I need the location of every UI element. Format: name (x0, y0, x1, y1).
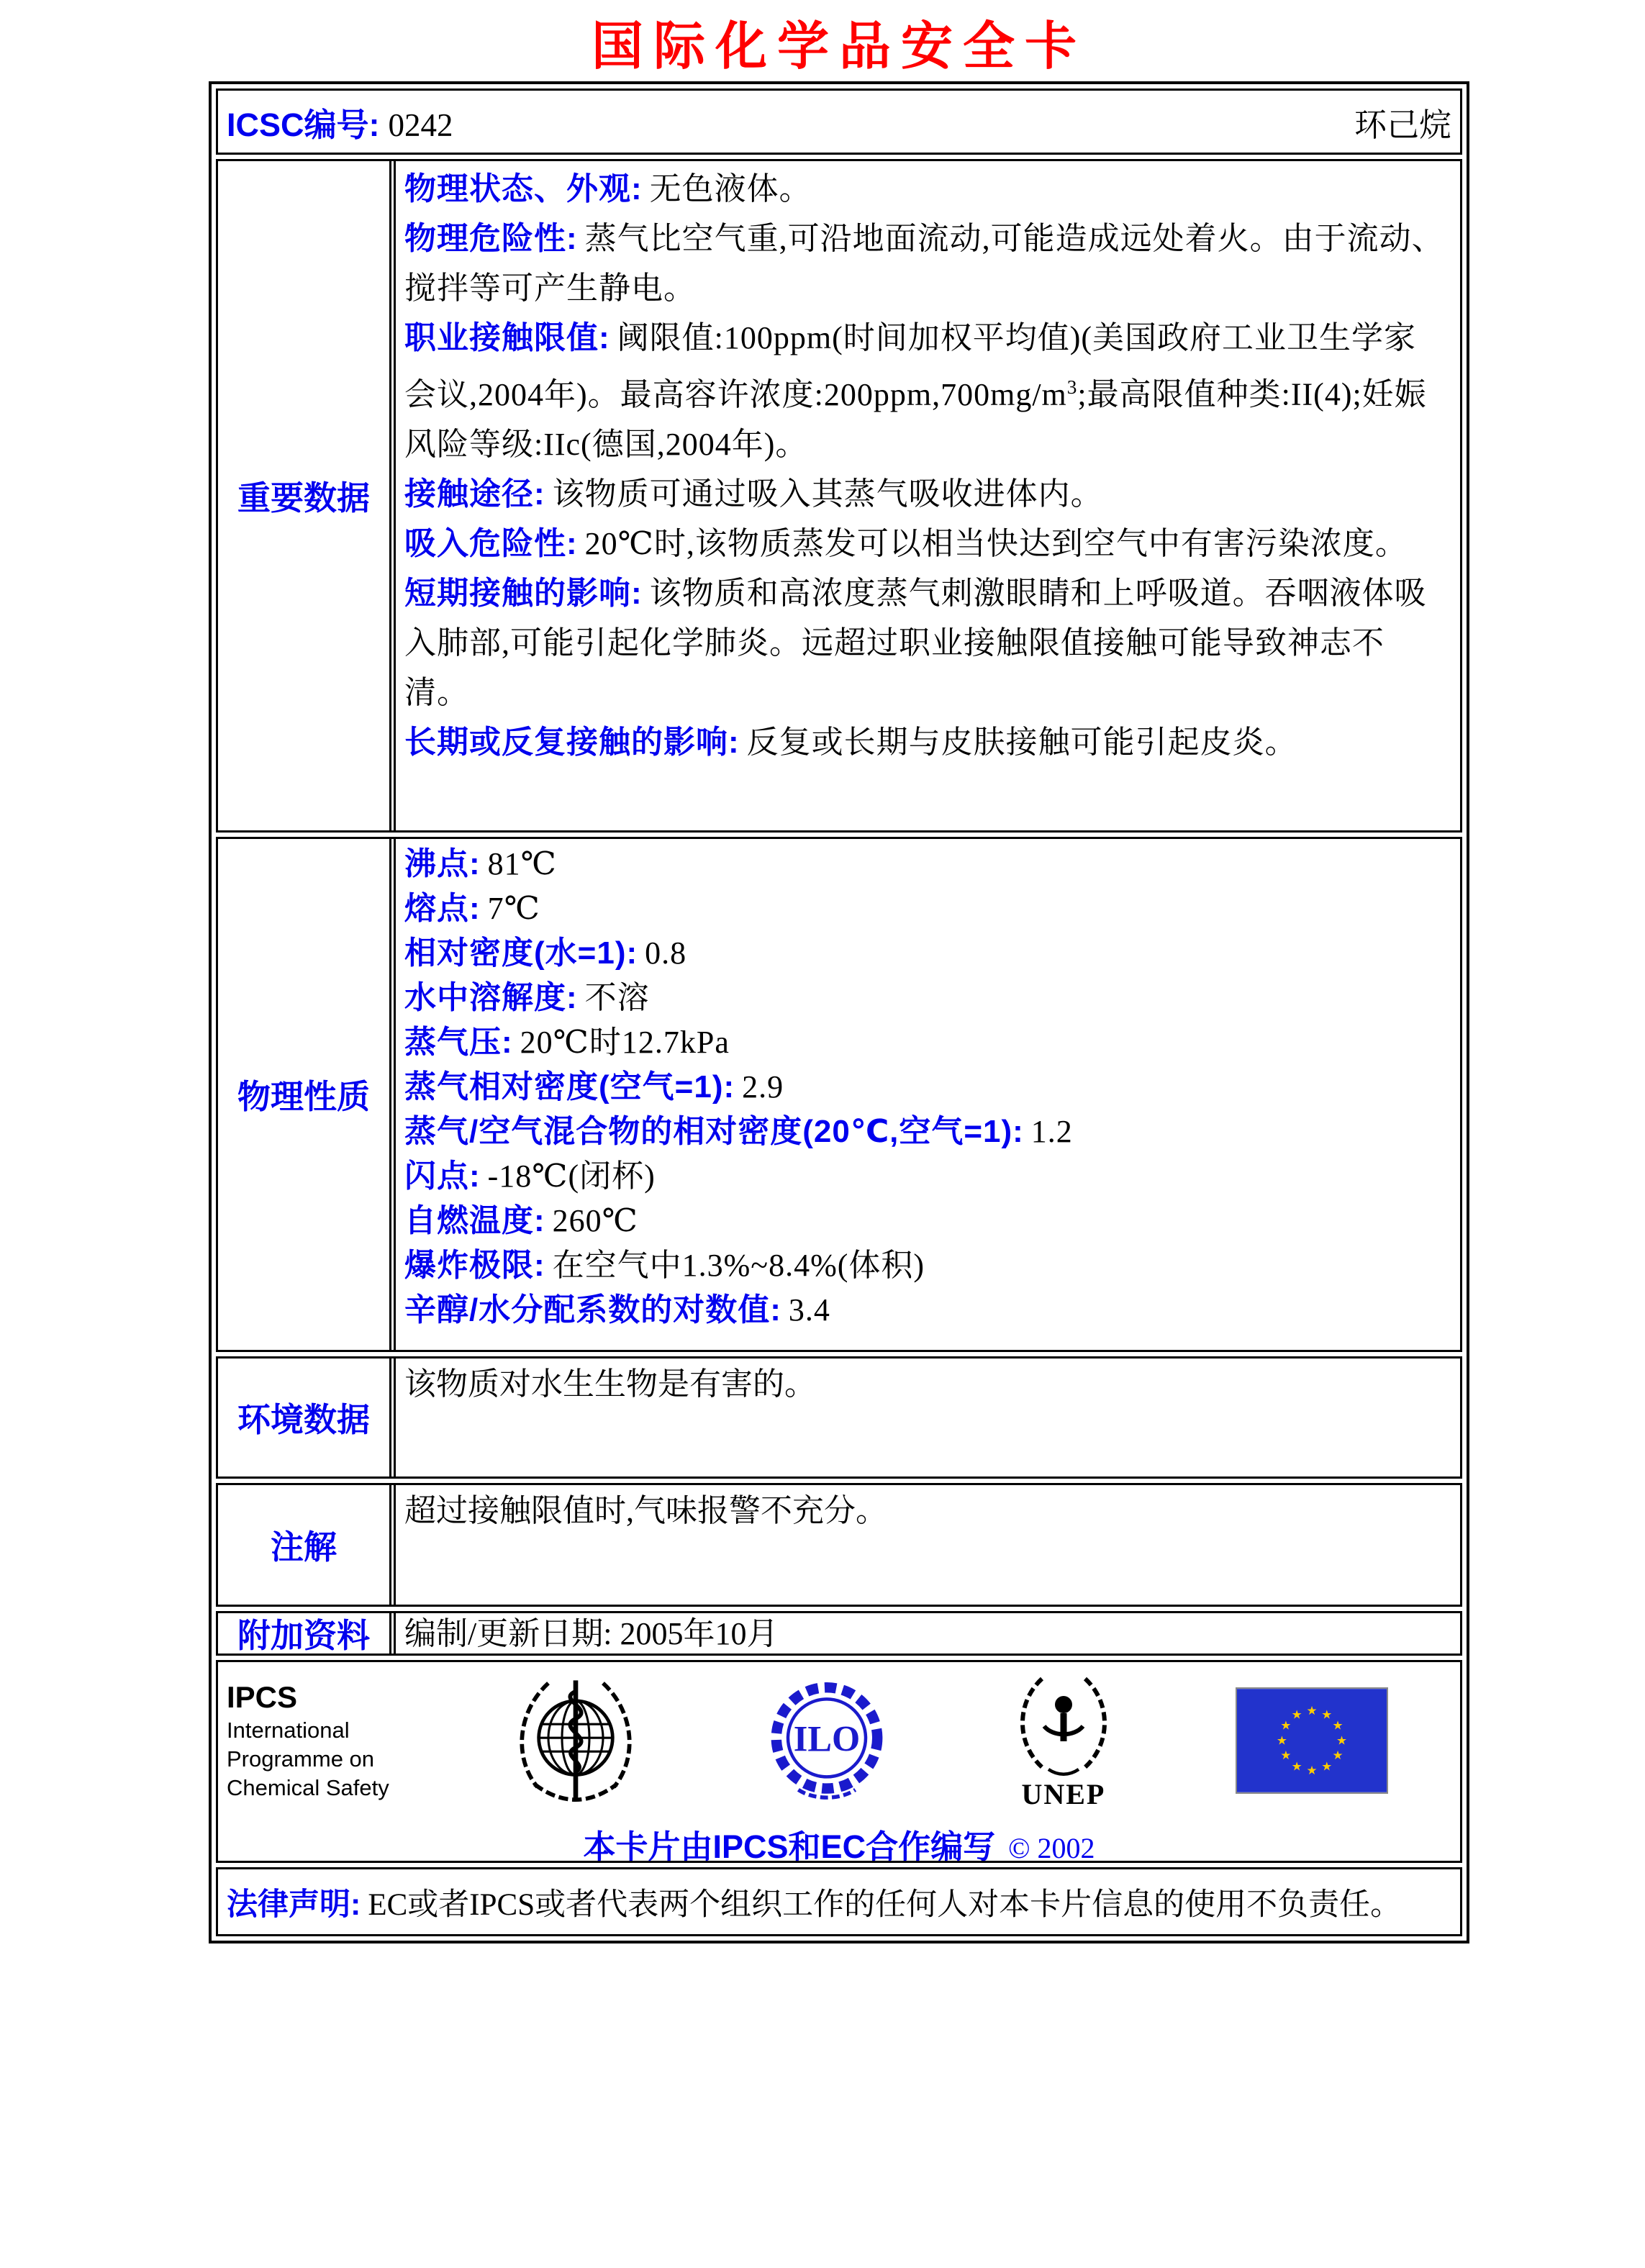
additional-info-text: 编制/更新日期: 2005年10月 (404, 1616, 779, 1651)
page-title: 国际化学品安全卡 (591, 18, 1087, 76)
eu-star-icon: ★ (1332, 1748, 1343, 1763)
field-text: 蒸气比空气重,可沿地面流动,可能造成远处着火。由于流动、搅拌等可产生静电。 (404, 221, 1444, 306)
ipcs-text-block (227, 1679, 389, 1802)
eu-star-icon: ★ (1332, 1718, 1343, 1733)
eu-star-icon: ★ (1306, 1702, 1318, 1718)
section-physical-properties (216, 837, 1462, 1352)
logos-row (218, 1662, 1460, 1809)
eu-star-icon: ★ (1336, 1733, 1348, 1748)
field-label: 接触途径: (404, 476, 545, 512)
unep-logo-icon (1010, 1672, 1118, 1780)
data-row (404, 886, 1449, 931)
field-text: 无色液体。 (649, 171, 812, 207)
icsc-header-row (216, 89, 1462, 155)
data-row (404, 1065, 1449, 1110)
eu-star-icon: ★ (1276, 1733, 1287, 1748)
field-label: 爆炸极限: (404, 1248, 545, 1283)
data-row (404, 717, 1449, 767)
field-text: 反复或长期与皮肤接触可能引起皮炎。 (746, 724, 1297, 760)
field-label: 相对密度(水=1): (404, 935, 638, 971)
field-label: 沸点: (404, 846, 481, 881)
field-text: -18℃(闭杯) (487, 1158, 656, 1194)
eu-star-icon: ★ (1291, 1759, 1302, 1774)
section-label-important-data: 重要数据 (237, 479, 370, 517)
section-environmental-data (216, 1356, 1462, 1479)
data-row (404, 164, 1449, 214)
field-text: 20℃时,该物质蒸发可以相当快达到空气中有害污染浓度。 (584, 525, 1408, 561)
section-label-environmental-data: 环境数据 (237, 1401, 370, 1438)
field-label: 蒸气相对密度(空气=1): (404, 1069, 735, 1104)
field-text: 7℃ (487, 891, 540, 926)
data-row (404, 1154, 1449, 1199)
data-row (404, 568, 1449, 717)
field-label: 闪点: (404, 1158, 481, 1194)
section-label-additional-info: 附加资料 (237, 1617, 370, 1654)
notes-text: 超过接触限值时,气味报警不充分。 (404, 1493, 887, 1528)
important-data-content (389, 161, 1460, 830)
field-text: 该物质和高浓度蒸气刺激眼睛和上呼吸道。吞咽液体吸入肺部,可能引起化学肺炎。远超过职业接触限值接触可能导致神志不清。 (404, 575, 1427, 710)
data-row (404, 214, 1449, 313)
ipcs-line-3: Chemical Safety (227, 1775, 389, 1800)
field-text: 不溶 (584, 980, 650, 1015)
field-label: 熔点: (404, 891, 481, 926)
section-important-data (216, 159, 1462, 833)
unep-logo-text: UNEP (1021, 1778, 1106, 1810)
ipcs-title: IPCS (227, 1680, 298, 1714)
field-text: 260℃ (552, 1203, 638, 1238)
additional-info-content (389, 1613, 1460, 1654)
chemical-name: 环己烷 (1354, 106, 1451, 143)
field-label: 物理危险性: (404, 221, 578, 256)
data-row (404, 1020, 1449, 1065)
field-text: 1.2 (1030, 1114, 1073, 1149)
data-row (404, 1288, 1449, 1333)
icsc-number-label: ICSC编号: (227, 106, 380, 143)
field-label: 辛醇/水分配系数的对数值: (404, 1292, 781, 1328)
eu-star-icon: ★ (1280, 1718, 1292, 1733)
unep-logo-block (1010, 1672, 1118, 1809)
data-row (404, 1110, 1449, 1154)
data-row (404, 469, 1449, 519)
field-label: 水中溶解度: (404, 980, 578, 1015)
field-text: 该物质可通过吸入其蒸气吸收进体内。 (552, 476, 1103, 512)
field-label: 短期接触的影响: (404, 575, 643, 611)
data-row (404, 976, 1449, 1020)
data-row (404, 1199, 1449, 1243)
field-text: 在空气中1.3%~8.4%(体积) (552, 1248, 925, 1283)
field-label: 蒸气/空气混合物的相对密度(20℃,空气=1): (404, 1114, 1024, 1149)
field-text-cont: ;最高限值种类:II(4);妊娠风险等级:IIc(德国,2004年)。 (404, 376, 1427, 462)
ilo-logo-text: ILO (793, 1718, 861, 1759)
field-superscript: 3 (1066, 376, 1078, 398)
who-logo-icon (507, 1672, 644, 1809)
ilo-logo-icon (762, 1676, 892, 1805)
ipcs-line-2: Programme on (227, 1746, 375, 1772)
data-row (404, 519, 1449, 568)
eu-flag-icon (1236, 1687, 1388, 1794)
eu-star-icon: ★ (1306, 1763, 1318, 1778)
copyright-text: © 2002 (1008, 1832, 1095, 1863)
field-text: 20℃时12.7kPa (520, 1025, 730, 1060)
data-row (404, 313, 1449, 469)
field-text: 0.8 (645, 935, 687, 971)
environmental-data-text: 该物质对水生生物是有害的。 (404, 1366, 816, 1402)
physical-properties-content (389, 839, 1460, 1350)
field-label: 蒸气压: (404, 1025, 513, 1060)
data-row (404, 842, 1449, 886)
data-row (404, 931, 1449, 976)
ipcs-line-1: International (227, 1718, 350, 1743)
section-additional-info (216, 1611, 1462, 1656)
icsc-number-value: 0242 (388, 106, 453, 143)
field-text: 3.4 (788, 1292, 830, 1328)
section-legal-notice (216, 1867, 1462, 1936)
section-label-physical-properties: 物理性质 (237, 1078, 370, 1115)
field-text: 2.9 (742, 1069, 784, 1104)
cooperation-caption (218, 1820, 1460, 1863)
field-text: 阈限值:100ppm(时间加权平均值)(美国政府工业卫生学家会议,2004年)。最高容许浓度:200ppm,700mg/m (404, 320, 1417, 412)
environmental-data-content (389, 1358, 1460, 1477)
eu-star-icon: ★ (1291, 1707, 1302, 1722)
section-notes (216, 1483, 1462, 1607)
field-label: 自燃温度: (404, 1203, 545, 1238)
cooperation-caption-text: 本卡片由IPCS和EC合作编写 (583, 1828, 996, 1863)
notes-content (389, 1485, 1460, 1605)
legal-notice-text: EC或者IPCS或者代表两个组织工作的任何人对本卡片信息的使用不负责任。 (368, 1887, 1402, 1922)
icsc-card-table (209, 81, 1469, 1943)
data-row (404, 1243, 1449, 1288)
eu-star-icon: ★ (1321, 1759, 1333, 1774)
field-label: 职业接触限值: (404, 320, 610, 355)
field-label: 吸入危险性: (404, 525, 578, 561)
icsc-number-group (227, 99, 453, 145)
field-label: 物理状态、外观: (404, 171, 643, 207)
field-text: 81℃ (487, 846, 557, 881)
eu-star-icon: ★ (1321, 1707, 1333, 1722)
legal-notice-label: 法律声明: (227, 1887, 361, 1922)
section-logos (216, 1660, 1462, 1863)
field-label: 长期或反复接触的影响: (404, 724, 740, 760)
section-label-notes: 注解 (271, 1528, 337, 1566)
eu-star-icon: ★ (1280, 1748, 1292, 1763)
